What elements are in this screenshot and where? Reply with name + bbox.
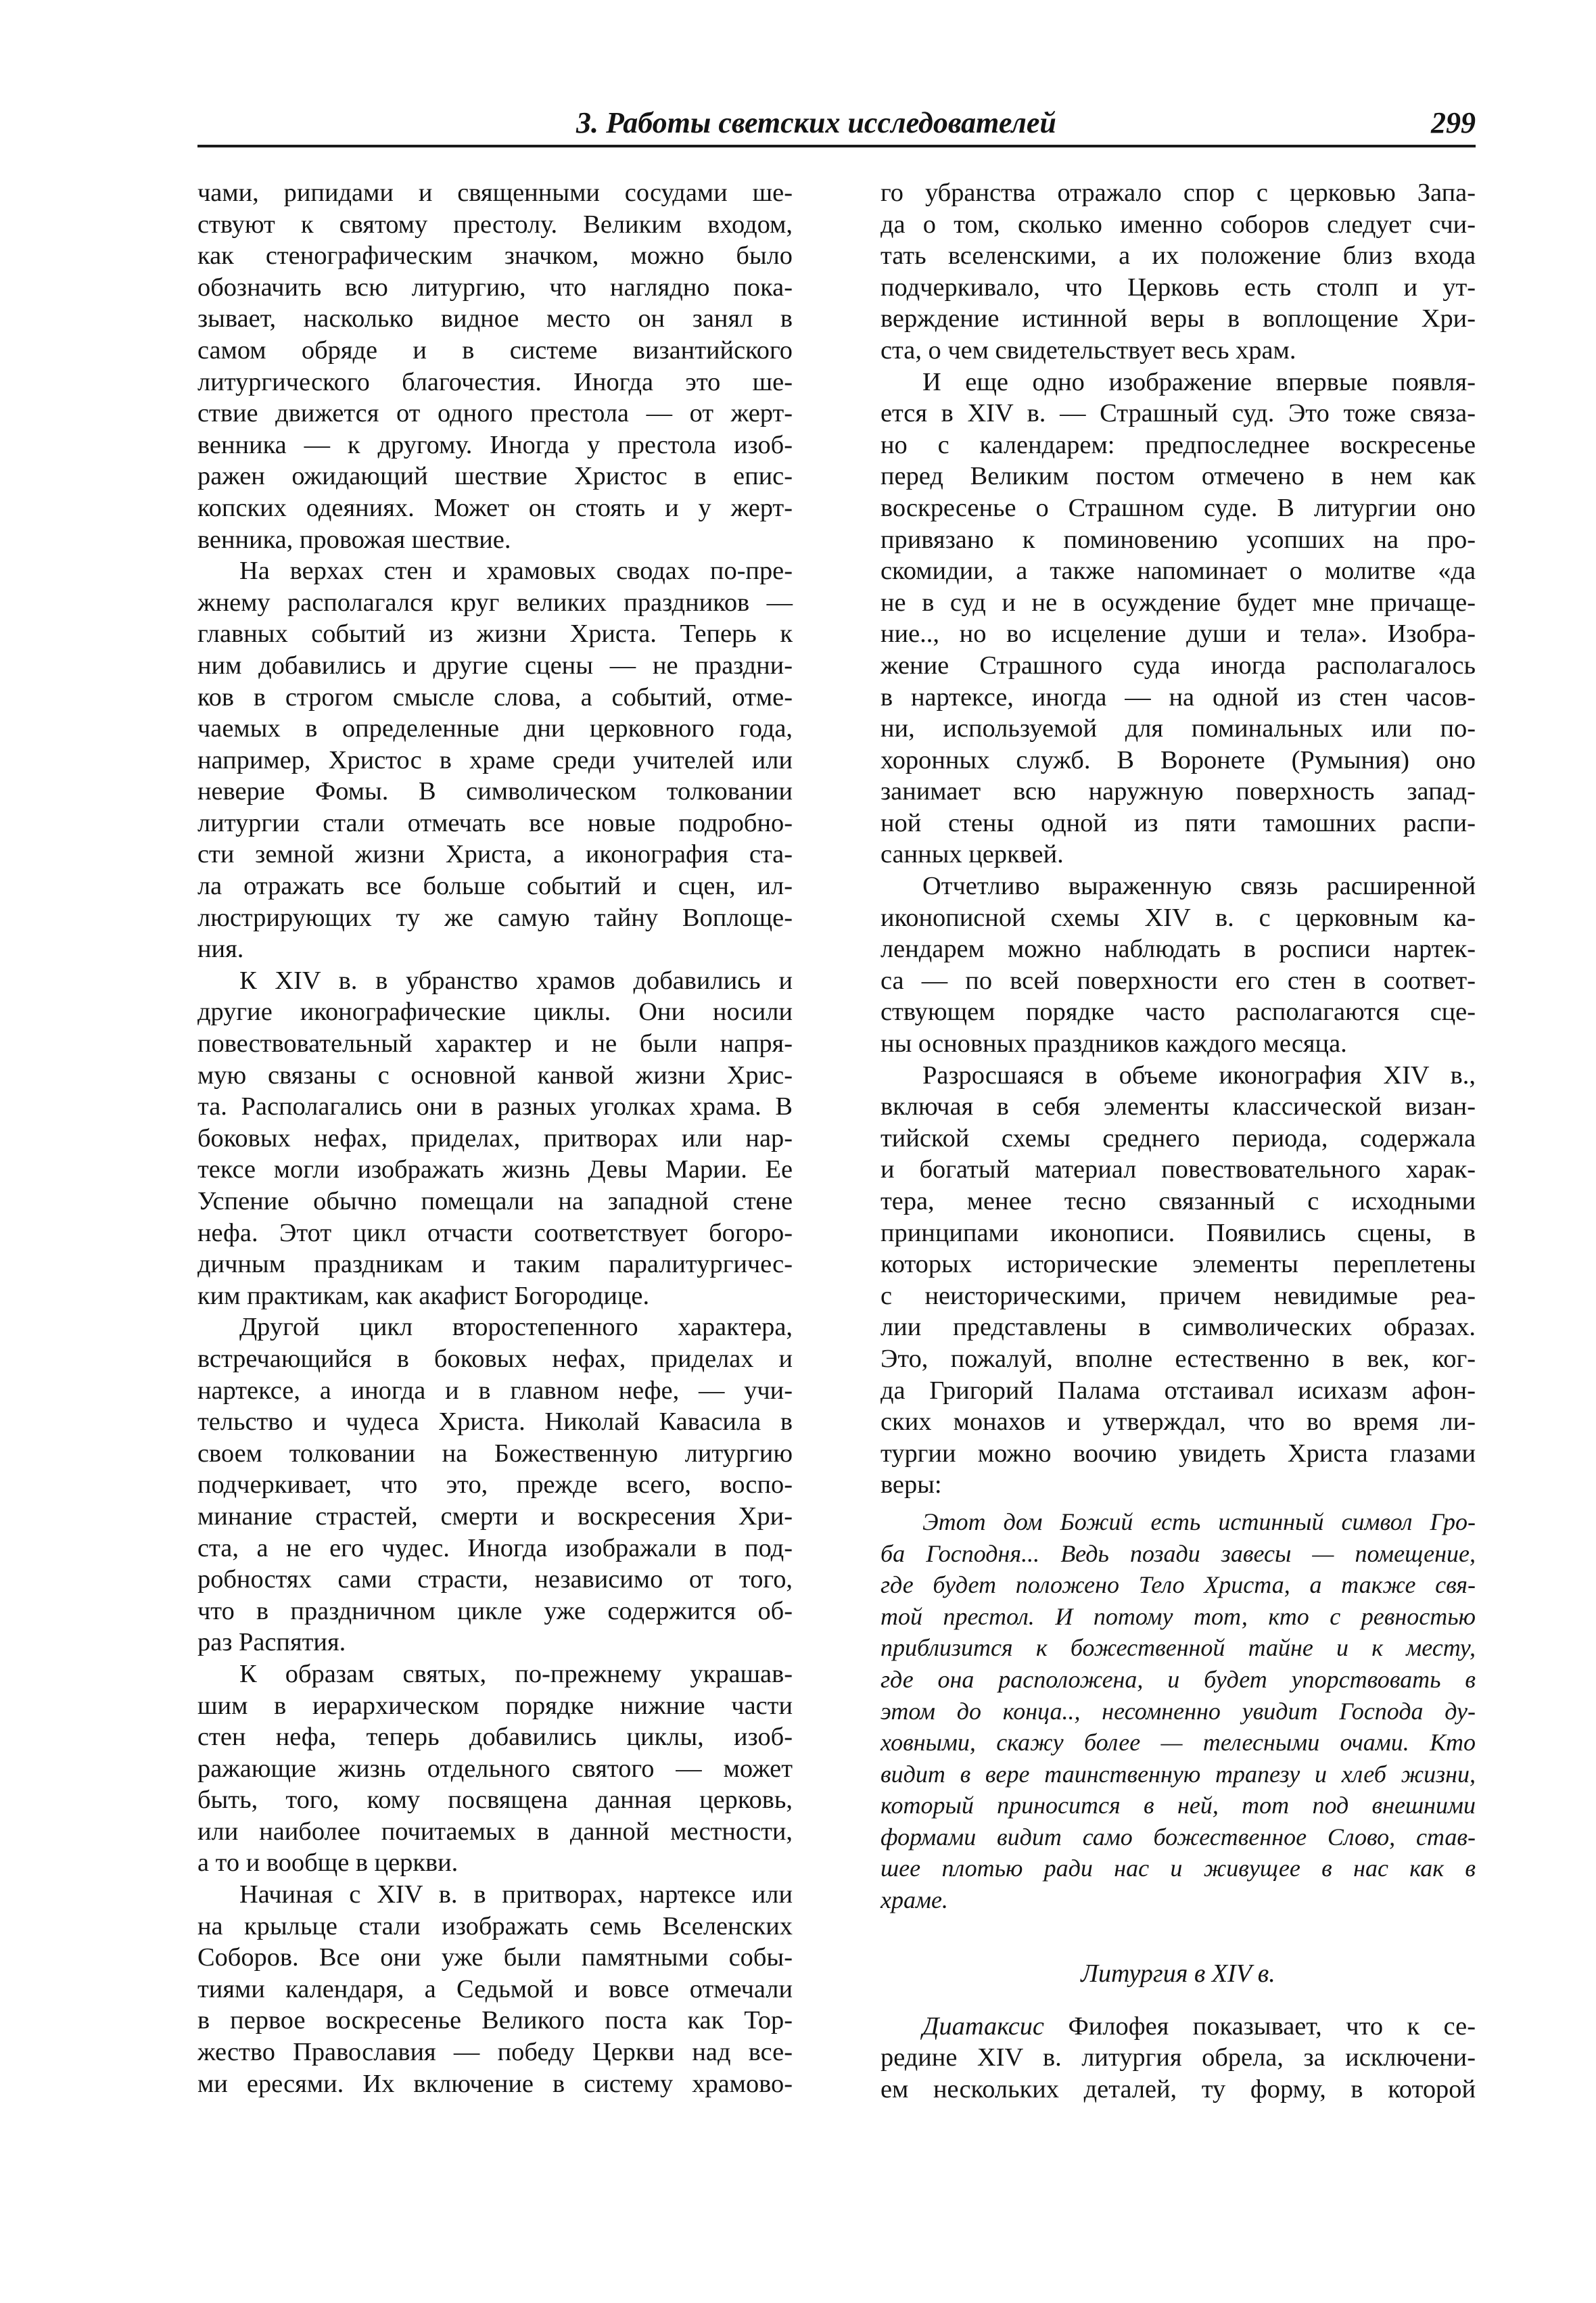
text-line xyxy=(881,1759,1476,1790)
line-text: ста, а не его чудес. Иногда изображали в под- xyxy=(197,1533,793,1562)
line-text: тера, менее тесно связанный с исходными xyxy=(881,1187,1476,1215)
text-line xyxy=(197,1816,793,1848)
text-line xyxy=(197,1690,793,1722)
line-text: на крыльце стали изображать семь Вселенских xyxy=(197,1911,793,1940)
line-text: этом до конца.., несомненно увидит Господа ду- xyxy=(881,1697,1476,1725)
line-text: а то и вообще в церкви. xyxy=(197,1848,459,1878)
line-text: дичным праздникам и таким паралитургичес- xyxy=(197,1250,793,1279)
line-text: шим в иерархическом порядке нижние части xyxy=(197,1691,793,1720)
text-line xyxy=(881,1664,1476,1696)
text-line xyxy=(197,2005,793,2037)
text-line xyxy=(881,839,1476,870)
text-line xyxy=(881,1311,1476,1343)
line-text: ким практикам, как акафист Богородице. xyxy=(197,1281,650,1310)
text-line xyxy=(881,461,1476,492)
line-text: своем толковании на Божественную литургию xyxy=(197,1439,793,1468)
text-line xyxy=(197,335,793,367)
text-line xyxy=(881,1538,1476,1570)
line-text: видит в вере таинственную трапезу и хлеб жизни, xyxy=(881,1760,1476,1788)
text-line xyxy=(881,713,1476,745)
right-column-continuation xyxy=(881,2011,1476,2106)
text-line xyxy=(197,1942,793,1974)
text-line xyxy=(881,1091,1476,1123)
text-line xyxy=(881,524,1476,556)
text-line xyxy=(197,1311,793,1343)
line-text: ков в строгом смысле слова, а событий, отме- xyxy=(197,682,793,712)
text-line xyxy=(881,1469,1476,1501)
line-text: ем нескольких деталей, ту форму, в которой xyxy=(881,2074,1476,2103)
text-line xyxy=(881,870,1476,902)
left-column xyxy=(197,177,793,2099)
line-text: принципами иконописи. Появились сцены, в xyxy=(881,1218,1476,1247)
text-line xyxy=(881,996,1476,1028)
text-line xyxy=(881,933,1476,965)
text-line xyxy=(197,492,793,524)
line-text: К образам святых, по-прежнему украшав- xyxy=(239,1659,793,1688)
line-text: тать вселенскими, а их положение близ входа xyxy=(881,241,1476,271)
line-text: боковых нефах, приделах, притворах или нар- xyxy=(197,1123,793,1153)
line-text: храме. xyxy=(881,1886,948,1914)
text-line xyxy=(197,933,793,965)
line-text: ствующем порядке часто располагаются сце- xyxy=(881,998,1476,1027)
line-text: Соборов. Все они уже были памятными собы- xyxy=(197,1943,793,1972)
text-line xyxy=(197,1658,793,1690)
text-line xyxy=(881,1154,1476,1186)
text-line xyxy=(197,1343,793,1375)
text-line xyxy=(881,1884,1476,1916)
text-line xyxy=(881,398,1476,429)
text-line xyxy=(881,587,1476,619)
line-text: го убранства отражало спор с церковью Запа- xyxy=(881,179,1476,207)
text-line xyxy=(197,177,793,209)
text-line xyxy=(197,2037,793,2068)
text-line xyxy=(881,776,1476,808)
text-line xyxy=(881,1406,1476,1438)
line-text: зывает, насколько видное место он занял в xyxy=(197,304,793,333)
line-text: ется в XIV в. — Страшный суд. Это тоже связа- xyxy=(881,399,1476,428)
line-text: стен нефа, теперь добавились циклы, изоб- xyxy=(197,1723,793,1752)
line-text: не в суд и не в осуждение будет мне причаще- xyxy=(881,588,1476,617)
text-line xyxy=(881,177,1476,209)
line-text: где она расположена, и будет упорствовать в xyxy=(881,1665,1476,1693)
text-line xyxy=(197,398,793,429)
line-text: санных церквей. xyxy=(881,840,1064,869)
line-text: формами видит само божественное Слово, став- xyxy=(881,1823,1476,1851)
line-text: встречающийся в боковых нефах, приделах и xyxy=(197,1344,793,1373)
text-line xyxy=(197,1123,793,1155)
text-line xyxy=(881,902,1476,934)
text-line xyxy=(197,839,793,870)
line-text: который приносится в ней, тот под внешними xyxy=(881,1792,1476,1819)
line-text: нефа. Этот цикл отчасти соответствует богоро- xyxy=(197,1218,793,1247)
text-line xyxy=(197,1501,793,1533)
line-text: жение Страшного суда иногда располагалось xyxy=(881,651,1476,680)
line-text: Этот дом Божий есть истинный символ Гро- xyxy=(922,1508,1476,1535)
text-line xyxy=(881,555,1476,587)
line-text: веры: xyxy=(881,1470,942,1499)
line-text: ских монахов и утверждал, что во время ли- xyxy=(881,1408,1476,1437)
text-line xyxy=(197,1375,793,1407)
text-line xyxy=(197,1911,793,1943)
line-text: лендарем можно наблюдать в росписи нартек- xyxy=(881,935,1476,964)
line-text: где будет положено Тело Христа, а также свя- xyxy=(881,1571,1476,1599)
text-line xyxy=(881,1280,1476,1312)
line-text: ние.., но во исцеление души и тела». Изобра- xyxy=(881,620,1476,649)
line-text: К XIV в. в убранство храмов добавились и xyxy=(239,966,793,995)
text-line xyxy=(881,272,1476,304)
line-text: И еще одно изображение впервые появля- xyxy=(922,367,1476,396)
text-line xyxy=(197,1438,793,1470)
line-text: ла отражать все больше событий и сцен, ил- xyxy=(197,872,793,901)
line-text: тельство и чудеса Христа. Николай Кавасила в xyxy=(197,1408,793,1437)
line-text: быть, того, кому посвящена данная церковь, xyxy=(197,1786,793,1815)
text-line xyxy=(881,209,1476,241)
text-line xyxy=(197,1249,793,1280)
line-text: Филофея показывает, что к се- xyxy=(1043,2011,1476,2041)
line-text: ной стены одной из пяти тамошних распи- xyxy=(881,808,1476,837)
text-line xyxy=(197,1217,793,1249)
text-line xyxy=(881,618,1476,650)
text-line xyxy=(197,1627,793,1658)
line-text: самом обряде и в системе византийского xyxy=(197,335,793,365)
line-text: в первое воскресенье Великого поста как Тор- xyxy=(197,2006,793,2035)
running-head xyxy=(197,101,1476,147)
line-text: венника — к другому. Иногда у престола изоб- xyxy=(197,430,793,459)
line-text: которых исторические элементы переплетены xyxy=(881,1250,1476,1279)
line-text: раз Распятия. xyxy=(197,1628,346,1657)
text-line xyxy=(197,1753,793,1785)
line-text: сти земной жизни Христа, а иконография ста- xyxy=(197,840,793,869)
text-line xyxy=(881,240,1476,272)
line-text: Разросшаяся в объеме иконография XIV в., xyxy=(922,1061,1476,1090)
line-text: Другой цикл второстепенного характера, xyxy=(239,1313,793,1342)
line-text: жнему располагался круг великих праздников — xyxy=(197,588,793,617)
line-text: Это, пожалуй, вполне естественно в век, ког- xyxy=(881,1344,1476,1373)
text-line xyxy=(881,2011,1476,2043)
line-text: да Григорий Палама отстаивал исихазм афон- xyxy=(881,1376,1476,1405)
text-line xyxy=(881,367,1476,398)
text-line xyxy=(197,682,793,714)
text-line xyxy=(881,1343,1476,1375)
line-text: привязано к поминовению усопших на про- xyxy=(881,525,1476,554)
text-line xyxy=(881,1438,1476,1470)
line-text: са — по всей поверхности его стен в соответ- xyxy=(881,966,1476,995)
text-line xyxy=(881,1249,1476,1280)
line-text: чаемых в определенные дни церковного года, xyxy=(197,714,793,743)
line-text: подчеркивает, что это, прежде всего, воспо- xyxy=(197,1470,793,1499)
line-text: та. Располагались они в разных уголках храма. В xyxy=(197,1092,793,1121)
text-line xyxy=(197,713,793,745)
text-line xyxy=(197,303,793,335)
text-line xyxy=(881,2042,1476,2074)
right-column xyxy=(881,177,1476,2105)
text-line xyxy=(881,682,1476,714)
line-text: обозначить всю литургию, что наглядно пока- xyxy=(197,273,793,302)
text-line xyxy=(881,1217,1476,1249)
line-text: ствуют к святому престолу. Великим входом, xyxy=(197,210,793,239)
line-text: ста, о чем свидетельствует весь храм. xyxy=(881,335,1296,365)
line-text: венника, провожая шествие. xyxy=(197,525,511,554)
text-line xyxy=(197,776,793,808)
line-text: скомидии, а также напоминает о молитве «да xyxy=(881,557,1476,586)
line-text: той престол. И потому тот, кто с ревностью xyxy=(881,1602,1476,1630)
line-text: жество Православия — победу Церкви над все- xyxy=(197,2038,793,2067)
line-text: главных событий из жизни Христа. Теперь к xyxy=(197,620,793,649)
text-line xyxy=(881,745,1476,776)
line-text: На верхах стен и храмовых сводах по-пре- xyxy=(239,557,793,586)
text-line xyxy=(197,367,793,398)
line-text: Отчетливо выраженную связь расширенной xyxy=(922,872,1476,901)
line-text: мую связаны с основной канвой жизни Хрис- xyxy=(197,1061,793,1090)
line-text: ми ересями. Их включение в систему храмово- xyxy=(197,2069,793,2098)
line-text: что в праздничном цикле уже содержится об- xyxy=(197,1596,793,1625)
line-text: как стенографическим значком, можно было xyxy=(197,241,793,271)
text-line xyxy=(881,1853,1476,1884)
text-line xyxy=(197,1186,793,1217)
text-line xyxy=(197,1280,793,1312)
line-text: ражающие жизнь отдельного святого — может xyxy=(197,1754,793,1783)
line-text: воскресенье о Страшном суде. В литургии оно xyxy=(881,493,1476,522)
text-line xyxy=(197,209,793,241)
text-line xyxy=(197,1406,793,1438)
line-text: иконописной схемы XIV в. с церковным ка- xyxy=(881,903,1476,932)
right-column-text xyxy=(881,177,1476,1501)
text-line xyxy=(197,555,793,587)
text-line xyxy=(197,461,793,492)
text-line xyxy=(197,965,793,997)
text-line xyxy=(197,996,793,1028)
line-text: копских одеяниях. Может он стоять и у жерт- xyxy=(197,493,793,522)
text-line xyxy=(881,429,1476,461)
text-line xyxy=(197,1879,793,1911)
emphasized-term: Диатаксис xyxy=(922,2011,1044,2041)
line-text: да о том, сколько именно соборов следует счи- xyxy=(881,210,1476,239)
line-text: ражен ожидающий шествие Христос в епис- xyxy=(197,462,793,491)
line-text: Успение обычно помещали на западной стене xyxy=(197,1187,793,1215)
text-line xyxy=(881,965,1476,997)
text-line xyxy=(197,1091,793,1123)
text-line xyxy=(197,745,793,776)
text-line xyxy=(197,2068,793,2100)
text-line xyxy=(197,1974,793,2005)
text-line xyxy=(197,1469,793,1501)
line-text: хоронных служб. В Воронете (Румыния) оно xyxy=(881,745,1476,774)
text-line xyxy=(881,1375,1476,1407)
text-line xyxy=(881,1506,1476,1538)
line-text: и богатый материал повествовательного харак- xyxy=(881,1155,1476,1184)
text-line xyxy=(197,650,793,682)
line-text: в нартексе, иногда — на одной из стен часов- xyxy=(881,682,1476,712)
line-text: литургического благочестия. Иногда это ше- xyxy=(197,367,793,396)
text-line xyxy=(881,1632,1476,1664)
text-line xyxy=(197,587,793,619)
text-line xyxy=(881,1123,1476,1155)
line-text: ба Господня... Ведь позади завесы — помещение, xyxy=(881,1539,1476,1567)
line-text: перед Великим постом отмечено в нем как xyxy=(881,462,1476,491)
text-line xyxy=(197,1721,793,1753)
line-text: тексе могли изображать жизнь Девы Марии. Ее xyxy=(197,1155,793,1184)
text-line xyxy=(197,1533,793,1564)
line-text: литургии стали отмечать все новые подробно- xyxy=(197,808,793,837)
text-line xyxy=(881,1727,1476,1759)
line-text: например, Христос в храме среди учителей или xyxy=(197,745,793,774)
page-number: 299 xyxy=(1431,106,1476,139)
section-heading: Литургия в XIV в. xyxy=(1081,1959,1275,1988)
text-line xyxy=(197,1154,793,1186)
text-line xyxy=(881,650,1476,682)
text-line xyxy=(881,303,1476,335)
text-line xyxy=(197,240,793,272)
text-line xyxy=(881,1696,1476,1727)
text-line xyxy=(197,902,793,934)
line-text: ствие движется от одного престола — от жерт- xyxy=(197,399,793,428)
text-line xyxy=(881,2074,1476,2106)
line-text: лии представлены в символических образах. xyxy=(881,1313,1476,1342)
line-text: ны основных праздников каждого месяца. xyxy=(881,1029,1347,1059)
line-text: приблизится к божественной тайне и к месту, xyxy=(881,1634,1476,1662)
text-line xyxy=(881,1821,1476,1853)
line-text: нартексе, а иногда и в главном нефе, — учи- xyxy=(197,1376,793,1405)
line-text: ховными, скажу более — телесными очами. Кто xyxy=(881,1729,1476,1757)
text-line xyxy=(197,1847,793,1879)
line-text: повествовательный характер и не были напря- xyxy=(197,1029,793,1059)
line-text: редине XIV в. литургия обрела, за исключени- xyxy=(881,2043,1476,2072)
line-text: занимает всю наружную поверхность запад- xyxy=(881,777,1476,806)
line-text: тиями календаря, а Седьмой и вовсе отмечали xyxy=(197,1974,793,2003)
text-line xyxy=(881,335,1476,367)
text-line xyxy=(197,1060,793,1092)
text-line xyxy=(197,1596,793,1627)
line-text: люстрирующих ту же самую тайну Воплоще- xyxy=(197,903,793,932)
text-line xyxy=(197,870,793,902)
line-text: включая в себя элементы классической визан- xyxy=(881,1092,1476,1121)
text-line xyxy=(197,618,793,650)
line-text: Начиная с XIV в. в притворах, нартексе или xyxy=(239,1880,793,1909)
line-text: другие иконографические циклы. Они носили xyxy=(197,998,793,1027)
running-title: 3. Работы светских исследователей xyxy=(576,106,1056,139)
text-line xyxy=(197,524,793,556)
line-text: ни, используемой для поминальных или по- xyxy=(881,714,1476,743)
text-line xyxy=(197,1028,793,1060)
line-text: чами, рипидами и священными сосудами ше- xyxy=(197,179,793,207)
line-text: подчеркивало, что Церковь есть столп и ут- xyxy=(881,273,1476,302)
text-line xyxy=(881,1601,1476,1633)
line-text: шее плотью ради нас и живущее в нас как в xyxy=(881,1855,1476,1882)
text-line xyxy=(197,1784,793,1816)
line-text: ним добавились и другие сцены — не праздни- xyxy=(197,651,793,680)
line-text: минание страстей, смерти и воскресения Хри- xyxy=(197,1502,793,1531)
line-text: робностях сами страсти, независимо от того, xyxy=(197,1565,793,1594)
text-line xyxy=(881,492,1476,524)
line-text: но с календарем: предпоследнее воскресенье xyxy=(881,430,1476,459)
line-text: тийской схемы среднего периода, содержала xyxy=(881,1123,1476,1153)
line-text: ния. xyxy=(197,935,244,964)
line-text: или наиболее почитаемых в данной местности, xyxy=(197,1817,793,1846)
line-text: с неисторическими, причем невидимые реа- xyxy=(881,1281,1476,1310)
text-line xyxy=(197,808,793,839)
text-line xyxy=(197,429,793,461)
text-line xyxy=(197,272,793,304)
text-line xyxy=(881,1028,1476,1060)
block-quote xyxy=(881,1506,1476,1916)
text-line xyxy=(197,1564,793,1596)
text-line xyxy=(881,1569,1476,1601)
line-text: верждение истинной веры в воплощение Хри- xyxy=(881,304,1476,333)
text-line xyxy=(881,1060,1476,1092)
line-text: тургии можно воочию увидеть Христа глазами xyxy=(881,1439,1476,1468)
text-line xyxy=(881,1186,1476,1217)
text-line xyxy=(881,808,1476,839)
text-line xyxy=(881,1790,1476,1821)
line-text: неверие Фомы. В символическом толковании xyxy=(197,777,793,806)
